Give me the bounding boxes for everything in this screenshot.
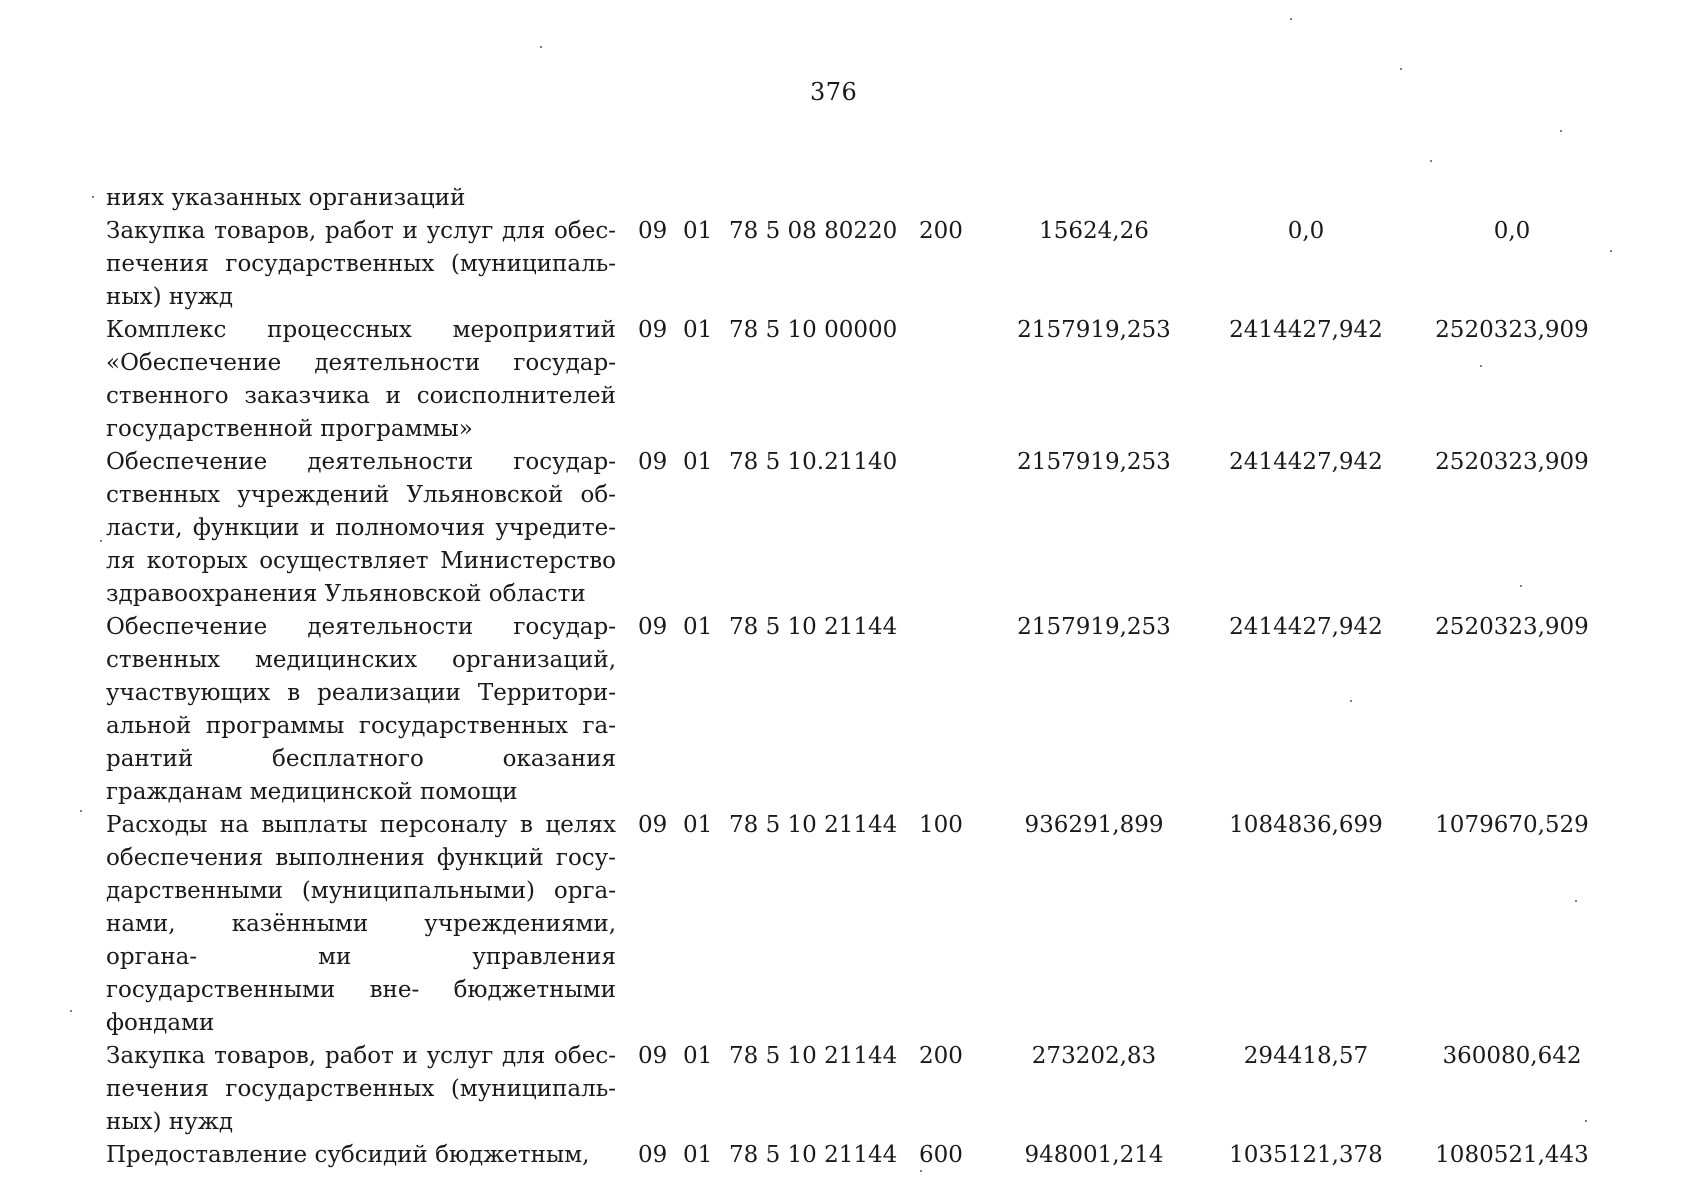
budget-table <box>106 182 1589 1172</box>
row-rz-code: 09 <box>638 614 668 640</box>
row-pr-code: 01 <box>683 218 713 244</box>
row-description: Предоставление субсидий бюджетным, <box>106 1142 590 1168</box>
table-row <box>106 215 1586 314</box>
table-row <box>106 182 1586 215</box>
row-pr-code: 01 <box>683 812 713 838</box>
row-rz-code: 09 <box>638 218 668 244</box>
row-vr-code: 100 <box>919 812 963 838</box>
row-rz-code: 09 <box>638 1043 668 1069</box>
table-row <box>106 1139 1589 1172</box>
row-csr-code: 78 5 10.21140 <box>729 449 898 475</box>
row-rz-code: 09 <box>638 317 668 343</box>
scan-speck <box>1585 1120 1587 1122</box>
table-row <box>106 1040 1586 1139</box>
row-amount-2: 2414427,942 <box>1229 614 1383 640</box>
row-pr-code: 01 <box>683 614 713 640</box>
row-amount-1: 936291,899 <box>1024 812 1164 838</box>
row-amount-3: 1079670,529 <box>1435 812 1589 838</box>
table-row <box>106 314 1589 446</box>
row-amount-1: 2157919,253 <box>1017 449 1171 475</box>
row-description: Комплекс процессных мероприятий «Обеспечение деятельности государ- ственного заказчика и соисполнителей государственной программы» <box>106 317 616 442</box>
scan-speck <box>1520 585 1522 587</box>
row-description: Обеспечение деятельности государ- ственных медицинских организаций, участвующих в реализации Территори- альной программы государственных га- рантий бесплатного оказания гражданам медицинской помощи <box>106 614 616 805</box>
scan-speck <box>100 540 102 542</box>
scan-speck <box>1560 130 1562 132</box>
row-description: Закупка товаров, работ и услуг для обес- печения государственных (муниципаль- ных) нужд <box>106 1043 616 1135</box>
scan-speck <box>80 810 82 812</box>
row-amount-2: 1035121,378 <box>1229 1142 1383 1168</box>
row-rz-code: 09 <box>638 449 668 475</box>
row-vr-code: 200 <box>919 218 963 244</box>
row-description: Закупка товаров, работ и услуг для обес- печения государственных (муниципаль- ных) нужд <box>106 218 616 310</box>
scan-speck <box>1575 900 1577 902</box>
table-row <box>106 446 1589 611</box>
row-description: Обеспечение деятельности государ- ственных учреждений Ульяновской об- ласти, функции и полномочия учредите- ля которых осуществляет Министерство здравоохранения Ульяновской области <box>106 449 616 607</box>
row-amount-1: 273202,83 <box>1031 1043 1157 1069</box>
row-description: Расходы на выплаты персоналу в целях обеспечения выполнения функций госу- дарственными (муниципальными) орга- нами, казёнными учреждениями, органа- ми управления государственными вне- бюджетными фондами <box>106 812 616 1036</box>
row-description: ниях указанных организаций <box>106 185 466 211</box>
scan-speck <box>1480 365 1482 367</box>
row-pr-code: 01 <box>683 317 713 343</box>
row-csr-code: 78 5 08 80220 <box>729 218 898 244</box>
row-rz-code: 09 <box>638 1142 668 1168</box>
table-row <box>106 611 1589 809</box>
row-amount-3: 1080521,443 <box>1435 1142 1589 1168</box>
row-amount-3: 2520323,909 <box>1435 449 1589 475</box>
scan-speck <box>92 196 94 198</box>
row-rz-code: 09 <box>638 812 668 838</box>
row-pr-code: 01 <box>683 1043 713 1069</box>
row-amount-2: 2414427,942 <box>1229 317 1383 343</box>
row-vr-code: 600 <box>919 1142 963 1168</box>
row-csr-code: 78 5 10 21144 <box>729 614 898 640</box>
row-amount-3: 360080,642 <box>1442 1043 1582 1069</box>
scan-speck <box>920 1170 922 1172</box>
scan-speck <box>1350 700 1352 702</box>
row-amount-2: 2414427,942 <box>1229 449 1383 475</box>
row-amount-2: 1084836,699 <box>1229 812 1383 838</box>
row-amount-3: 2520323,909 <box>1435 317 1589 343</box>
row-csr-code: 78 5 10 00000 <box>729 317 898 343</box>
row-amount-3: 0,0 <box>1493 218 1531 244</box>
row-amount-3: 2520323,909 <box>1435 614 1589 640</box>
scan-speck <box>540 46 542 48</box>
scan-speck <box>1290 18 1292 20</box>
scan-speck <box>1610 250 1612 252</box>
row-amount-2: 294418,57 <box>1243 1043 1369 1069</box>
row-amount-2: 0,0 <box>1287 218 1325 244</box>
scan-speck <box>70 1010 72 1012</box>
row-csr-code: 78 5 10 21144 <box>729 1142 898 1168</box>
row-vr-code: 200 <box>919 1043 963 1069</box>
table-row <box>106 809 1589 1040</box>
row-amount-1: 2157919,253 <box>1017 614 1171 640</box>
scan-speck <box>1430 160 1432 162</box>
row-amount-1: 15624,26 <box>1039 218 1149 244</box>
row-pr-code: 01 <box>683 449 713 475</box>
row-csr-code: 78 5 10 21144 <box>729 1043 898 1069</box>
row-pr-code: 01 <box>683 1142 713 1168</box>
row-amount-1: 948001,214 <box>1024 1142 1164 1168</box>
page-number: 376 <box>810 78 858 106</box>
scan-speck <box>1400 68 1402 70</box>
row-csr-code: 78 5 10 21144 <box>729 812 898 838</box>
row-amount-1: 2157919,253 <box>1017 317 1171 343</box>
